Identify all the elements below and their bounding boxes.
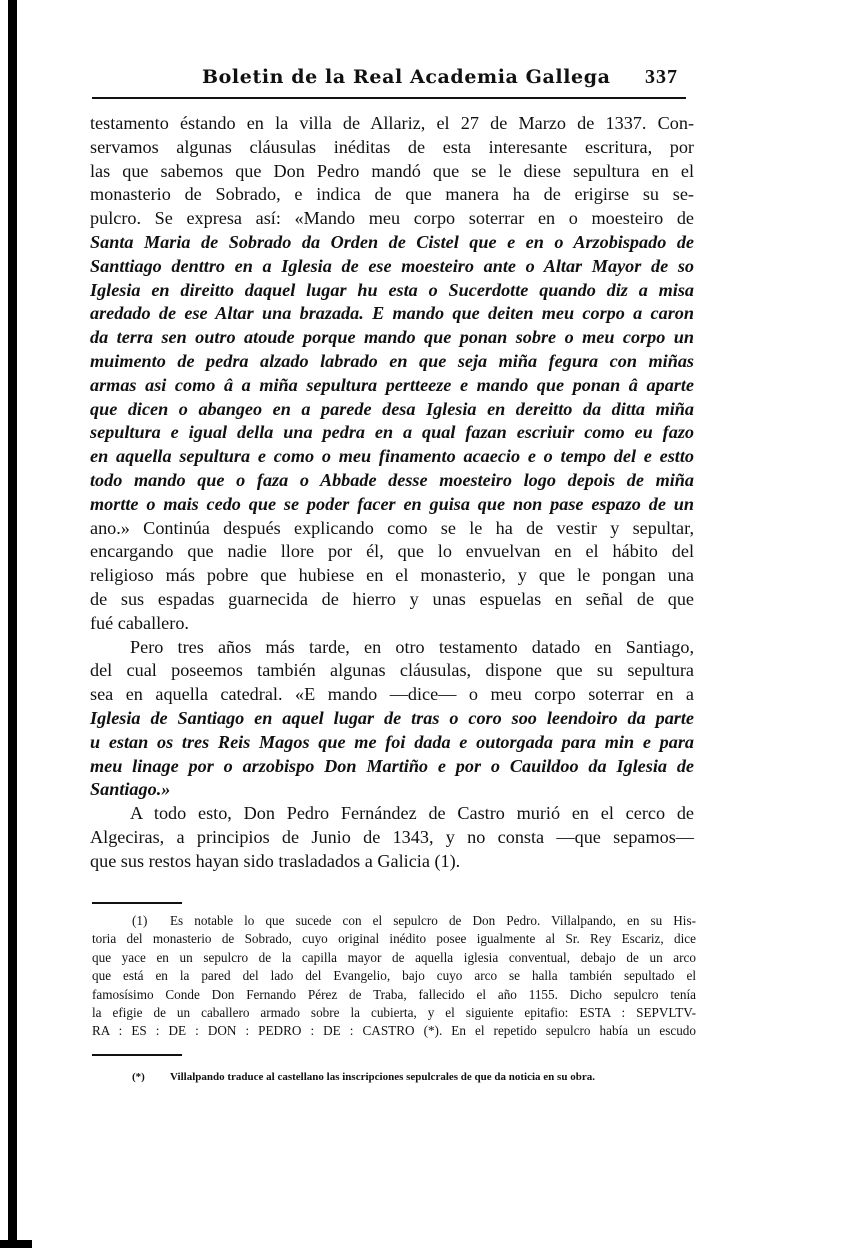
footnote-2: [92, 1068, 696, 1086]
body-line-paragraph-start: Pero tres años más tarde, en otro testamento datado en Santiago,: [130, 636, 694, 657]
body-line-quote: que dicen o abangeo en a parede desa Iglesia en dereitto da ditta miña: [90, 398, 694, 419]
footnote-line: famosísimo Conde Don Fernando Pérez de Traba, fallecido el año 1155. Dicho sepulcro tenía: [92, 986, 696, 1002]
body-line-quote: u estan os tres Reis Magos que me foi dada e outorgada para min e para: [90, 731, 694, 752]
body-line-quote: aredado de ese Altar una brazada. E mando que deiten meu corpo a caron: [90, 303, 694, 324]
footnote-rule: [92, 1054, 182, 1056]
body-line: del cual poseemos también algunas cláusulas, dispone que su sepultura: [90, 660, 694, 681]
body-line-quote: sepultura e igual della una pedra en a qual fazan escriuir como eu fazo: [90, 422, 694, 443]
body-text: [90, 112, 694, 874]
body-line: testamento éstando en la villa de Allariz, el 27 de Marzo de 1337. Con-: [90, 113, 694, 133]
footnote-line: (1) Es notable lo que sucede con el sepulcro de Don Pedro. Villalpando, en su His-: [92, 912, 696, 930]
footnote-line: RA : ES : DE : DON : PEDRO : DE : CASTRO (*). En el repetido sepulcro había un escudo: [92, 1023, 696, 1039]
body-line-paragraph-start: A todo esto, Don Pedro Fernández de Castro murió en el cerco de: [130, 803, 694, 824]
footnote-line: toria del monasterio de Sobrado, cuyo original inédito posee igualmente al Sr. Rey Escariz, dice: [92, 931, 696, 947]
body-line-quote: mortte o mais cedo que se poder facer en guisa que non pase espazo de un: [90, 493, 694, 514]
body-line: que sus restos hayan sido trasladados a Galicia (1).: [90, 850, 461, 871]
body-line: encargando que nadie llore por él, que lo envuelvan en el hábito del: [90, 541, 694, 562]
scan-binding-edge: [8, 0, 17, 1242]
footnote-line: que yace en un sepulcro de la capilla mayor de aquella iglesia conventual, debajo de un arco: [92, 949, 696, 965]
body-line-quote: pulcro. Se expresa así: «Mando meu corpo soterrar en o moesteiro de: [90, 208, 694, 229]
body-line-quote: Santtiago denttro en a Iglesia de ese moesteiro ante o Altar Mayor de so: [90, 255, 694, 276]
body-line-quote: Iglesia en direitto daquel lugar hu esta o Sucerdotte quando diz a misa: [90, 279, 694, 300]
page-header: [92, 62, 686, 96]
page-number: 337: [645, 66, 678, 88]
footnote-1: [92, 912, 696, 1041]
body-line: servamos algunas cláusulas inéditas de esta interesante escritura, por: [90, 136, 694, 157]
body-line-quote: muimento de pedra alzado labrado en que seja miña fegura con miñas: [90, 350, 694, 371]
footnote-line: que está en la pared del lado del Evangelio, bajo cuyo arco se halla también sepultado el: [92, 968, 696, 984]
body-line-quote: todo mando que o faza o Abbade desse moesteiro logo depois de miña: [90, 469, 694, 490]
body-line-quote: da terra sen outro atoude porque mando que ponan sobre o meu corpo un: [90, 327, 694, 348]
body-line-quote: Santa Maria de Sobrado da Orden de Cistel que e en o Arzobispado de: [90, 231, 694, 252]
header-rule: [92, 97, 686, 99]
body-line: Algeciras, a principios de Junio de 1343, y no consta —que sepamos—: [90, 826, 694, 847]
footnote-marker: (*): [132, 1071, 145, 1083]
footnote-marker: (1): [132, 913, 148, 928]
body-line: las que sabemos que Don Pedro mandó que se le diese sepultura en el: [90, 160, 694, 181]
scan-binding-foot: [0, 1240, 32, 1248]
footnote-line: la efigie de un caballero armado sobre la cubierta, y el siguiente epitafio: ESTA : SEPVLTV-: [92, 1005, 696, 1021]
body-line-quote: meu linage por o arzobispo Don Martiño e por o Cauildoo da Iglesia de: [90, 755, 694, 776]
body-line: sea en aquella catedral. «E mando —dice— o meu corpo soterrar en a: [90, 684, 694, 705]
body-line: religioso más pobre que hubiese en el monasterio, y que le pongan una: [90, 565, 694, 586]
body-line-quote: armas asi como â a miña sepultura pertteeze e mando que ponan â aparte: [90, 374, 694, 395]
running-head: Boletin de la Real Academia Gallega: [202, 66, 611, 88]
body-line: monasterio de Sobrado, e indica de que manera ha de erigirse su se-: [90, 184, 694, 205]
footnote-text: Villalpando traduce al castellano las inscripciones sepulcrales de que da noticia en su obra.: [170, 1071, 595, 1083]
body-line-quote: Santiago.»: [90, 779, 171, 800]
body-line: fué caballero.: [90, 612, 189, 633]
body-line: ano.» Continúa después explicando como se le ha de vestir y sepultar,: [90, 517, 694, 538]
body-line-quote: en aquella sepultura e como o meu finamento acaecio e o tempo del e estto: [90, 446, 694, 467]
body-line: de sus espadas guarnecida de hierro y unas espuelas en señal de que: [90, 588, 694, 609]
footnote-rule: [92, 902, 182, 904]
body-line-quote: Iglesia de Santiago en aquel lugar de tras o coro soo leendoiro da parte: [90, 707, 694, 728]
